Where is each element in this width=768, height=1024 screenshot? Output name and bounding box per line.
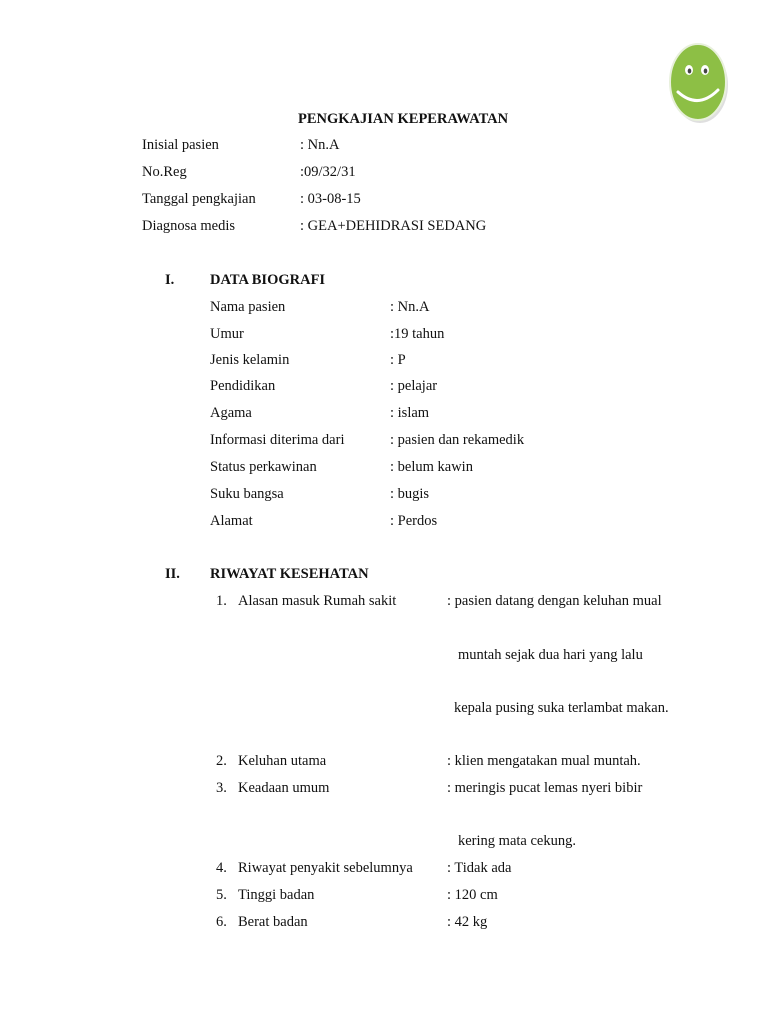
bio-value-pendidikan: : pelajar — [390, 378, 438, 394]
bio-label-pendidikan: Pendidikan — [210, 378, 276, 394]
bio-value-umur: :19 tahun — [390, 326, 445, 342]
section1-heading: DATA BIOGRAFI — [210, 272, 326, 288]
bio-label-alamat: Alamat — [210, 513, 253, 529]
history-continuation-keadaan-1: kering mata cekung. — [458, 833, 576, 849]
bio-label-informasi: Informasi diterima dari — [210, 432, 345, 448]
bio-value-agama: : islam — [390, 405, 430, 421]
document-title: PENGKAJIAN KEPERAWATAN — [298, 111, 509, 127]
bio-value-informasi: : pasien dan rekamedik — [390, 432, 525, 448]
header-value-tanggal: : 03-08-15 — [300, 191, 361, 207]
smiley-face-icon — [666, 38, 730, 124]
history-num-1: 1. — [216, 593, 227, 609]
history-label-alasan: Alasan masuk Rumah sakit — [238, 593, 397, 609]
history-continuation-alasan-2: kepala pusing suka terlambat makan. — [454, 700, 669, 716]
history-value-keadaan: : meringis pucat lemas nyeri bibir — [447, 780, 643, 796]
header-label-tanggal: Tanggal pengkajian — [142, 191, 256, 207]
history-num-4: 4. — [216, 860, 227, 876]
history-value-keluhan: : klien mengatakan mual muntah. — [447, 753, 641, 769]
history-num-6: 6. — [216, 914, 227, 930]
history-label-keadaan: Keadaan umum — [238, 780, 330, 796]
history-label-tinggi: Tinggi badan — [238, 887, 315, 903]
bio-value-nama: : Nn.A — [390, 299, 430, 315]
header-value-noreg: :09/32/31 — [300, 164, 356, 180]
bio-label-umur: Umur — [210, 326, 244, 342]
bio-label-suku: Suku bangsa — [210, 486, 284, 502]
header-label-inisial: Inisial pasien — [142, 137, 219, 153]
bio-label-agama: Agama — [210, 405, 252, 421]
header-value-inisial: : Nn.A — [300, 137, 340, 153]
history-value-alasan: : pasien datang dengan keluhan mual — [447, 593, 662, 609]
history-value-tinggi: : 120 cm — [447, 887, 498, 903]
bio-label-status: Status perkawinan — [210, 459, 317, 475]
header-label-diagnosa: Diagnosa medis — [142, 218, 236, 234]
bio-value-alamat: : Perdos — [390, 513, 438, 529]
history-num-3: 3. — [216, 780, 227, 796]
header-value-diagnosa: : GEA+DEHIDRASI SEDANG — [300, 218, 487, 234]
history-num-2: 2. — [216, 753, 227, 769]
history-value-riwayat: : Tidak ada — [447, 860, 512, 876]
history-label-keluhan: Keluhan utama — [238, 753, 327, 769]
bio-label-jenis-kelamin: Jenis kelamin — [210, 352, 290, 368]
history-label-berat: Berat badan — [238, 914, 308, 930]
section2-heading: RIWAYAT KESEHATAN — [210, 566, 369, 582]
history-continuation-alasan-1: muntah sejak dua hari yang lalu — [458, 647, 643, 663]
history-label-riwayat: Riwayat penyakit sebelumnya — [238, 860, 413, 876]
bio-value-suku: : bugis — [390, 486, 430, 502]
history-num-5: 5. — [216, 887, 227, 903]
section2-numeral: II. — [165, 566, 180, 582]
bio-label-nama: Nama pasien — [210, 299, 286, 315]
history-value-berat: : 42 kg — [447, 914, 488, 930]
header-label-noreg: No.Reg — [142, 164, 187, 180]
bio-value-jenis-kelamin: : P — [390, 352, 406, 368]
section1-numeral: I. — [165, 272, 175, 288]
bio-value-status: : belum kawin — [390, 459, 473, 475]
